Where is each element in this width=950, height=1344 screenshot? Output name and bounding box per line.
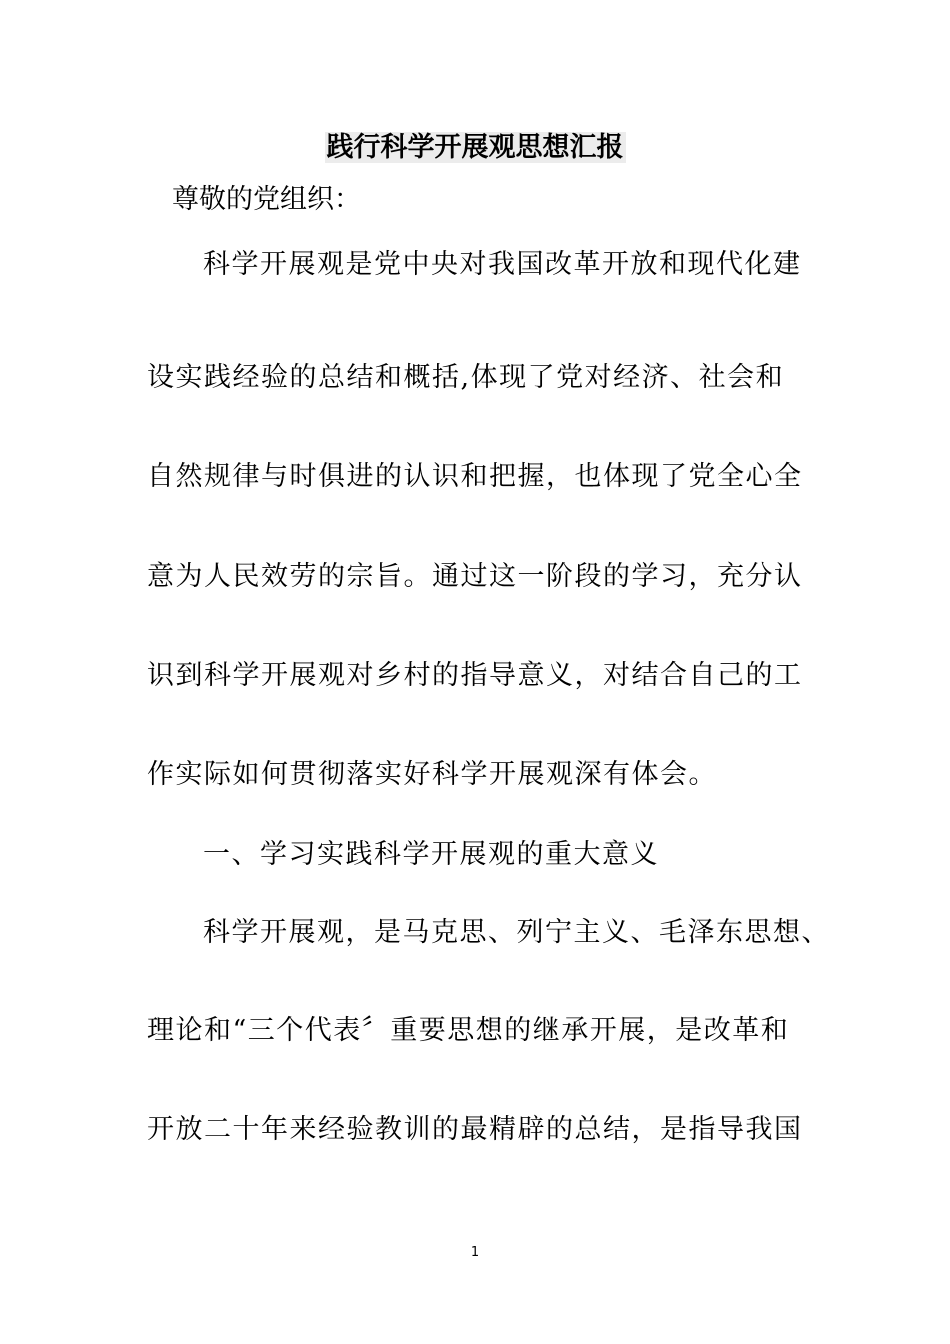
page-number: 1: [470, 1245, 480, 1260]
paragraph-line: 理论和“三个代表〞重要思想的继承开展，是改革和: [147, 1015, 790, 1046]
paragraph-line: 设实践经验的总结和概括,体现了党对经济、社会和: [147, 362, 785, 393]
document-title-text: 践行科学开展观思想汇报: [326, 132, 624, 163]
paragraph-line: 自然规律与时俱进的认识和把握，也体现了党全心全: [147, 461, 803, 492]
paragraph-line: 识到科学开展观对乡村的指导意义，对结合自己的工: [147, 660, 803, 691]
paragraph-line: 科学开展观是党中央对我国改革开放和现代化建: [203, 249, 802, 280]
salutation: 尊敬的党组织：: [172, 184, 361, 215]
section-heading: 一、学习实践科学开展观的重大意义: [203, 839, 659, 870]
paragraph-line: 作实际如何贯彻落实好科学开展观深有体会。: [147, 759, 717, 790]
paragraph-line: 开放二十年来经验教训的最精辟的总结，是指导我国: [147, 1114, 803, 1145]
document-title: [0, 128, 950, 168]
paragraph-line: 科学开展观，是马克思、列宁主义、毛泽东思想、: [203, 917, 830, 948]
paragraph-line: 意为人民效劳的宗旨。通过这一阶段的学习，充分认: [147, 561, 803, 592]
